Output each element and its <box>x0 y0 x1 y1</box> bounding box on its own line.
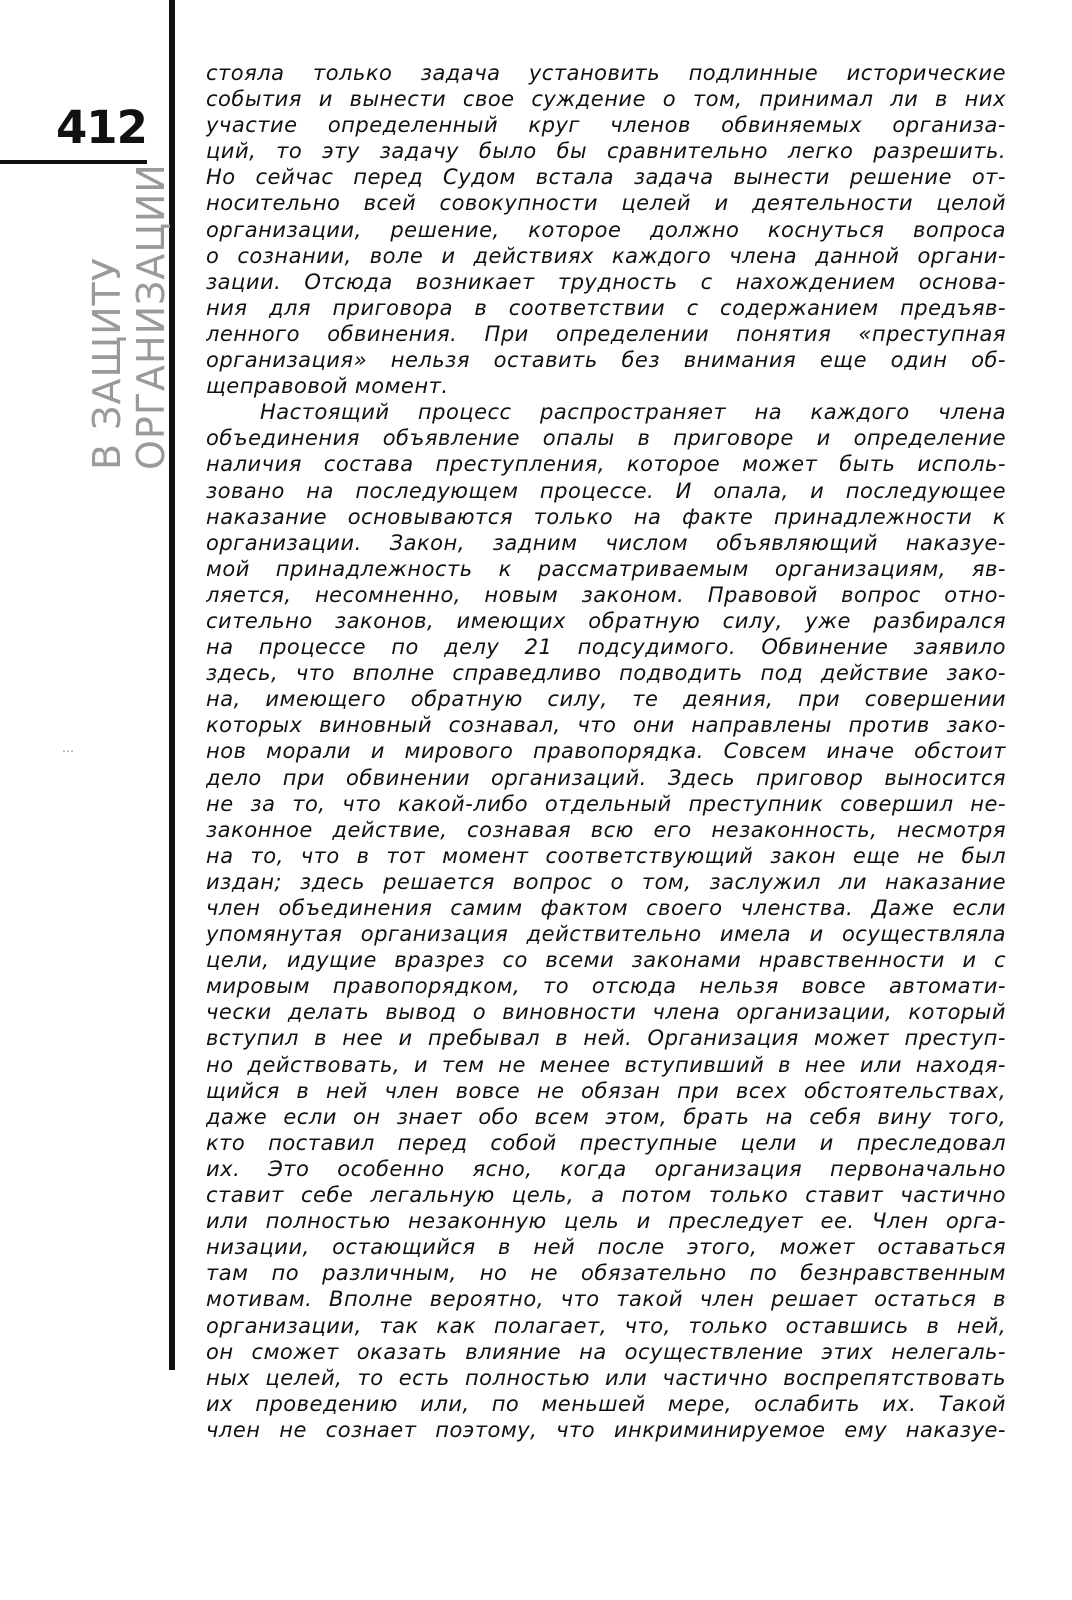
text-line: даже если он знает обо всем этом, брать на себя вину того, <box>206 1104 1006 1129</box>
text-line: стояла только задача установить подлинные исторические <box>206 61 1006 85</box>
text-line: ций, то эту задачу было бы сравнительно легко разрешить. <box>206 139 1006 164</box>
page-number: 412 <box>56 101 147 154</box>
text-line: низации, остающийся в ней после этого, может оставаться <box>206 1235 1006 1260</box>
text-line: носительно всей совокупности целей и деятельности целой <box>206 191 1006 216</box>
running-head-line-2: ОРГАНИЗАЦИИ <box>129 163 173 470</box>
text-line: зовано на последующем процессе. И опала, и последующее <box>206 478 1006 503</box>
text-line: член не сознает поэтому, что инкриминируемое ему наказуе- <box>206 1417 1006 1442</box>
text-line: вступил в нее и пребывал в ней. Организация может преступ- <box>206 1026 1006 1051</box>
text-line: сительно законов, имеющих обратную силу, уже разбирался <box>206 608 1006 633</box>
text-line: Настоящий процесс распространяет на каждого члена <box>260 400 1006 425</box>
body-text <box>206 60 1006 1443</box>
text-line: на процессе по делу 21 подсудимого. Обвинение заявило <box>206 635 1006 660</box>
text-line: там по различным, но не обязательно по безнравственным <box>206 1261 1006 1286</box>
text-line: щийся в ней член вовсе не обязан при всех обстоятельствах, <box>206 1078 1006 1103</box>
text-line: он сможет оказать влияние на осуществление этих нелегаль- <box>206 1339 1006 1364</box>
text-line: участие определенный круг членов обвиняемых организа- <box>206 113 1006 138</box>
text-line: зации. Отсюда возникает трудность с нахождением основа- <box>206 269 1006 294</box>
text-line: дело при обвинении организаций. Здесь приговор выносится <box>206 765 1006 790</box>
text-line: ния для приговора в соответствии с содержанием предъяв- <box>206 295 1006 320</box>
text-line: на то, что в тот момент соответствующий закон еще не был <box>206 843 1006 868</box>
text-line: ленного обвинения. При определении понятия «преступная <box>206 321 1006 346</box>
text-line: организации, так как полагает, что, только оставшись в ней, <box>206 1313 1006 1338</box>
text-line: Но сейчас перед Судом встала задача вынести решение от- <box>206 165 1006 190</box>
text-line: щеправовой момент. <box>206 374 449 399</box>
text-line: организация» нельзя оставить без внимания еще один об- <box>206 348 1006 373</box>
text-line: издан; здесь решается вопрос о том, заслужил ли наказание <box>206 869 1006 894</box>
text-line: но действовать, и тем не менее вступивший в нее или находя- <box>206 1052 1006 1077</box>
text-line: упомянутая организация действительно имела и осуществляла <box>206 922 1006 947</box>
text-line: чески делать вывод о виновности члена организации, который <box>206 1000 1006 1025</box>
text-line: ляется, несомненно, новым законом. Правовой вопрос отно- <box>206 582 1006 607</box>
text-line: ставит себе легальную цель, а потом только ставит частично <box>206 1183 1006 1208</box>
text-line: которых виновный сознавал, что они направлены против зако- <box>206 713 1006 738</box>
text-line: на, имеющего обратную силу, те деяния, при совершении <box>206 687 1006 712</box>
text-line: цели, идущие вразрез со всеми законами нравственности и с <box>206 948 1006 973</box>
text-line: законное действие, сознавая всю его незаконность, несмотря <box>206 817 1006 842</box>
text-line: мировым правопорядком, то отсюда нельзя вовсе автомати- <box>206 974 1006 999</box>
text-line: их проведению или, по меньшей мере, ослабить их. Такой <box>206 1391 1006 1416</box>
margin-mark: … <box>62 741 74 755</box>
text-line: мотивам. Вполне вероятно, что такой член решает остаться в <box>206 1287 1006 1312</box>
text-line: организации. Закон, задним числом объявляющий наказуе- <box>206 530 1006 555</box>
text-line: наказание основываются только на факте принадлежности к <box>206 504 1006 529</box>
text-line: не за то, что какой-либо отдельный преступник совершил не- <box>206 791 1006 816</box>
text-line: объединения объявление опалы в приговоре и определение <box>206 426 1006 451</box>
text-line: нов морали и мирового правопорядка. Совсем иначе обстоит <box>206 739 1006 764</box>
text-line: организации, решение, которое должно коснуться вопроса <box>206 217 1006 242</box>
text-line: или полностью незаконную цель и преследует ее. Член орга- <box>206 1209 1006 1234</box>
text-line: мой принадлежность к рассматриваемым организациям, яв- <box>206 556 1006 581</box>
running-head-line-1: В ЗАЩИТУ <box>85 257 129 470</box>
text-line: кто поставил перед собой преступные цели и преследовал <box>206 1130 1006 1155</box>
text-line: член объединения самим фактом своего членства. Даже если <box>206 896 1006 920</box>
text-line: ных целей, то есть полностью или частично воспрепятствовать <box>206 1365 1006 1390</box>
text-line: о сознании, воле и действиях каждого члена данной органи- <box>206 243 1006 268</box>
text-line: события и вынести свое суждение о том, принимал ли в них <box>206 87 1006 112</box>
text-line: наличия состава преступления, которое может быть исполь- <box>206 452 1006 477</box>
text-line: их. Это особенно ясно, когда организация первоначально <box>206 1156 1006 1181</box>
text-line: здесь, что вполне справедливо подводить под действие зако- <box>206 661 1006 686</box>
